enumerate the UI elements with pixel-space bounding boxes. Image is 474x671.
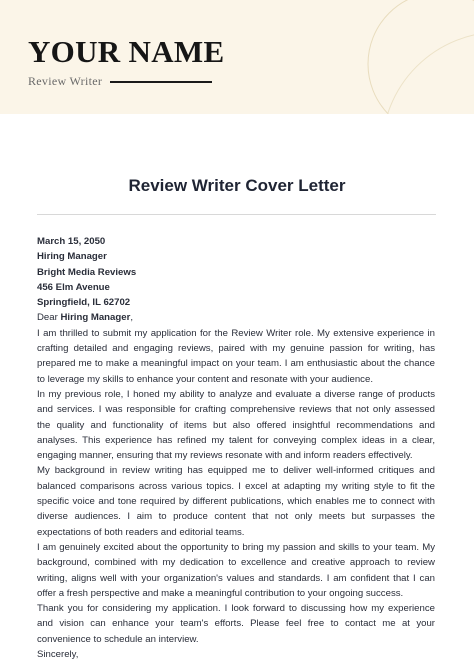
letterhead (0, 0, 474, 114)
role-row (28, 74, 212, 89)
applicant-name: YOUR NAME (28, 34, 225, 69)
decorative-arc-large (368, 0, 474, 114)
letter-date: March 15, 2050 (37, 236, 106, 247)
body-paragraph-5: Thank you for considering my application. I look forward to discussing how my experience and vision can enhance your team's efforts. Please feel free to contact me at your convenience to schedule an interview. (37, 603, 435, 645)
document-title: Review Writer Cover Letter (128, 176, 346, 195)
salutation-suffix: , (130, 312, 133, 324)
title-divider (37, 214, 436, 215)
salutation-name: Hiring Manager (60, 312, 131, 324)
letter-body (37, 234, 435, 662)
body-paragraph-1: I am thrilled to submit my application for the Review Writer role. My extensive experience in crafting detailed and engaging reviews, paired with my genuine passion for writing, has prepared me to make a meaningful impact on your team. I am enthusiastic about the chance to leverage my skills to enhance your content and resonate with your audience. (37, 327, 435, 385)
body-paragraph-4: I am genuinely excited about the opportunity to bring my passion and skills to your team. My background, combined with my dedication to excellence and creative approach to review writing, aligns well with your organization's values and standards. I am confident that I can offer a fresh perspective and make a meaningful contribution to your ongoing success. (37, 541, 435, 599)
recipient-street: 456 Elm Avenue (37, 281, 110, 293)
role-underline (110, 81, 212, 83)
salutation (37, 310, 435, 325)
closing: Sincerely, (37, 649, 79, 661)
salutation-prefix: Dear (37, 312, 61, 324)
body-paragraph-2: In my previous role, I honed my ability to analyze and evaluate a diverse range of products and services. I was responsible for crafting comprehensive reviews that not only assessed the quality and functionality of items but also offered insightful recommendations and analyses. This experience has refined my talent for conveying complex ideas in a clear, engaging manner, ensuring that my reviews resonate with and inform readers effectively. (37, 388, 435, 462)
recipient-city: Springfield, IL 62702 (37, 297, 131, 309)
applicant-role: Review Writer (28, 74, 103, 88)
decorative-arc-outer (382, 32, 474, 114)
recipient-company: Bright Media Reviews (37, 266, 137, 278)
body-paragraph-3: My background in review writing has equipped me to deliver well-informed critiques and balanced comparisons across various topics. I excel at adapting my writing style to fit the specific voice and tone required by different publications, which enables me to connect with diverse audiences. I aim to produce content that not only meets but surpasses the expectations of both readers and editorial teams. (37, 465, 435, 538)
recipient-title: Hiring Manager (37, 251, 107, 263)
